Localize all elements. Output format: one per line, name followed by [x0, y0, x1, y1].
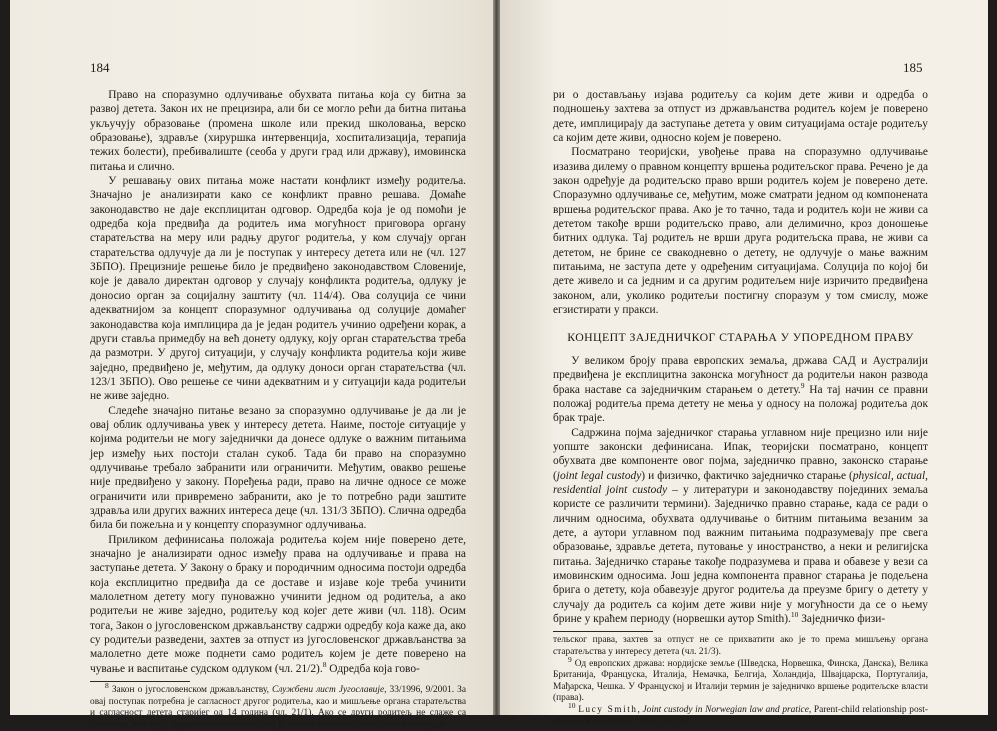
footnote-number: 9 — [568, 654, 572, 664]
paragraph: Приликом дефинисања положаја родитеља којем није поверено дете, значајно је анализирати однос између права на одлучивање и права на заступање детета. У Закону о браку и породичним односима постоји одредба која експлицитно предвиђа да се доставе и изјаве које треба учинити малолетном детету могу пуноважно учинити једном од родитеља, а ако родитељи не живе заједно, родитељу код којег дете живи (чл. 118). Осим тога, Закон о југословенском држављанству садржи одредбу која каже да, ако су родитељи разведени, захтев за отпуст из југословенског држављанства за малолетно дете може поднети само родитељ којем је дете поверено на чување и васпитање судском одлуком (чл. 21/2).$^8$ Одредба која гово- — [90, 533, 466, 675]
page-number: 185 — [903, 60, 923, 75]
book-gutter — [493, 0, 500, 715]
footnote-number: 10 — [568, 700, 576, 710]
footnote-marker[interactable]: 8 — [322, 659, 327, 669]
page-body — [90, 88, 466, 731]
section-heading: КОНЦЕПТ ЗАЈЕДНИЧКОГ СТАРАЊА У УПОРЕДНОМ ПРАВУ — [567, 329, 914, 344]
footnote-marker[interactable]: 9 — [800, 380, 805, 390]
paragraph: У великом броју права европских земаља, држава САД и Аустралији предвиђена је експлицитна законска могућност да родитељи након развода брака наставе са заједничким старањем о детету.$^9$ На тај начин се правни положај родитеља према детету не мења у односу на положај родитеља док брак траје. — [553, 354, 928, 425]
footnote-divider — [553, 631, 653, 632]
footnote-number: 8 — [105, 680, 109, 690]
footnote: $^9$ Од европских држава: нордијске земље (Шведска, Норвешка, Финска, Данска), Велика Британија, Француска, Италија, Немачка, Белгија, Холандија, Швајцарска, Португалија, Мађарска, Чешка. У Француској и Италији термин је заједничко вршење родитељске власти (права). — [553, 654, 928, 704]
footnote: $^{10}$ Lucy Smith, Joint custody in Norwegian law and pratice, Parent-child relationship post-divorce, Копенхаген 1984, стр. 243. — [553, 700, 929, 727]
paragraph: ри о достављању изјава родитељу са којим дете живи и одредба о подношењу захтева за отпуст из држављанства родитељ којем је поверено дете, имплицирају да заступање детета у овим ситуацијама остаје родитељу са којим дете живи, односно којем је поверено. — [553, 89, 928, 145]
paragraph: Право на споразумно одлучивање обухвата питања која су битна за развој детета. Закон их не прецизира, али би се могло рећи да битна питања укључују образовање (промена школе или прекид школовања, верско образовање), здравље (хируршка интервенција, хоспитализација, терапија тежих болести), пребивалиште (сеоба у други град или државу), имовинска питања и слично. — [90, 89, 466, 173]
footnote: $^8$ Закон о југословенском држављанству, Службени лист Југославије, 33/1996, 9/2001. За овај поступак потребна је сагласност другог родитеља, као и мишљење органа старатељства и сагласност детета старијег од 14 година (чл. 21/1). Ако се други родитељ не слаже са отпустом, или му је боравиште непознато, или је лишен пословне способности или роди- — [90, 680, 466, 730]
paragraph: У решавању ових питања може настати конфликт између родитеља. Значајно је анализирати како се конфликт правно решава. Домаће законодавство не даје експлицитан одговор. Одредба која је од помоћи је одредба која предвиђа да родитељ има могућност приговора органу старатељства на меру или радњу другог родитеља, у ком случају орган старатељства одлучује да ли је поступак у интересу детета или не (чл. 127 ЗБПО). Прецизније решење било је предвиђено законодавством Словеније, које је давало директан одговор у случају конфликта родитеља, одлуку је доносио орган за социјалну заштиту (чл. 114/4). Ова солуција се чини адекватнијом за концепт споразумног одлучивања од солуције домаћег законодавства која имплицира да је један родитељ учинио одређени корак, а други ставља примедбу на већ донету одлуку, коју орган старатељства треба да размотри. У другој ситуацији, у случају конфликта родитеља који живе заједно, предвиђено је, међутим, да одлуку доноси орган старатељства (чл. 123/1 ЗБПО). Ово решење се чини адекватним и у ситуацији када родитељи не живе заједно. — [90, 175, 466, 403]
footnotes — [553, 635, 928, 728]
paragraph: Садржина појма заједничког старања углавном није прецизно или није уопште законски дефинисана. Ипак, теоријски посматрано, концепт обухвата две компоненте овог појма, заједничко правно, законско старање (joint legal custody) и физичко, фактичко заједничко старање (physical, actual, residential joint custody – у литератури и законодавству појединих земаља користе се различити термини). Заједничко правно старање, када се ради о личним односима, обухвата одлучивање о битним питањима везаним за дете, а аутори углавном под важним питањима подразумевају пре свега образовање, здравље детета, путовање у иностранство, а неки и религијска питања. Заједничко старање такође подразумева и права и обавезе у вези са имовинским односима. Још једна компонента правног старања је подељена брига о детету, која обавезује другог родитеља да преузме бригу о детету у случају да родитељ са којим дете живи није у могућности да се о њему брине у краћем периоду (норвешки аутор Smith).$^{10}$ Заједничко физи- — [553, 426, 928, 626]
paragraph: Посматрано теоријски, увођење права на споразумно одлучивање изазива дилему о правном концепту вршења родитељског права. Речено је да закон одређује да родитељско право врши родитељ којем је поверено дете. Споразумно одлучивање се, међутим, може сматрати једном од компонената вршења родитељског права. Ако је то тачно, тада и родитељ који не живи са дететом такође врши родитељско право, али делимично, кроз доношење битних одлука. Тај родитељ не врши друга родитељска права, не живи са дететом, не брине се свакодневно о детету, не одлучује о мање важним питањима, не заступа дете у одређеним ситуацијама. Солуција по којој би дете живело и са једним и са другим родитељем није изричито предвиђена законом, али, уколико родитељи постигну споразум у том смислу, може егзистирати у пракси. — [553, 146, 928, 317]
right-page — [500, 0, 988, 727]
footnotes — [90, 680, 466, 731]
page-number: 184 — [90, 60, 110, 75]
paragraph: Следеће значајно питање везано за споразумно одлучивање је да ли је овај облик одлучивања увек у интересу детета. Наиме, постоје ситуације у којима родитељи не могу заједнички да донесе одлуке о важним питањима јер између њих постоји сталан сукоб. Тада би право на споразумно одлучивање требало забранити или ограничити. Међутим, овакво решење није предвиђено у закону. Поређења ради, право на личне односе се може ограничити или привремено забранити, ако је то потребно ради заштите здравља или других важних интереса деце (чл. 131/3 ЗБПО). Слична одредба била би пожељна и у концепту споразумног одлучивања. — [90, 404, 466, 532]
page-body — [553, 88, 928, 728]
footnote-marker[interactable]: 10 — [790, 610, 799, 620]
left-page — [10, 0, 493, 730]
footnote-continued: тельског права, захтев за отпуст не се прихватити ако је то према мишљењу органа старатељства у интересу детета (чл. 21/3). — [553, 635, 928, 657]
